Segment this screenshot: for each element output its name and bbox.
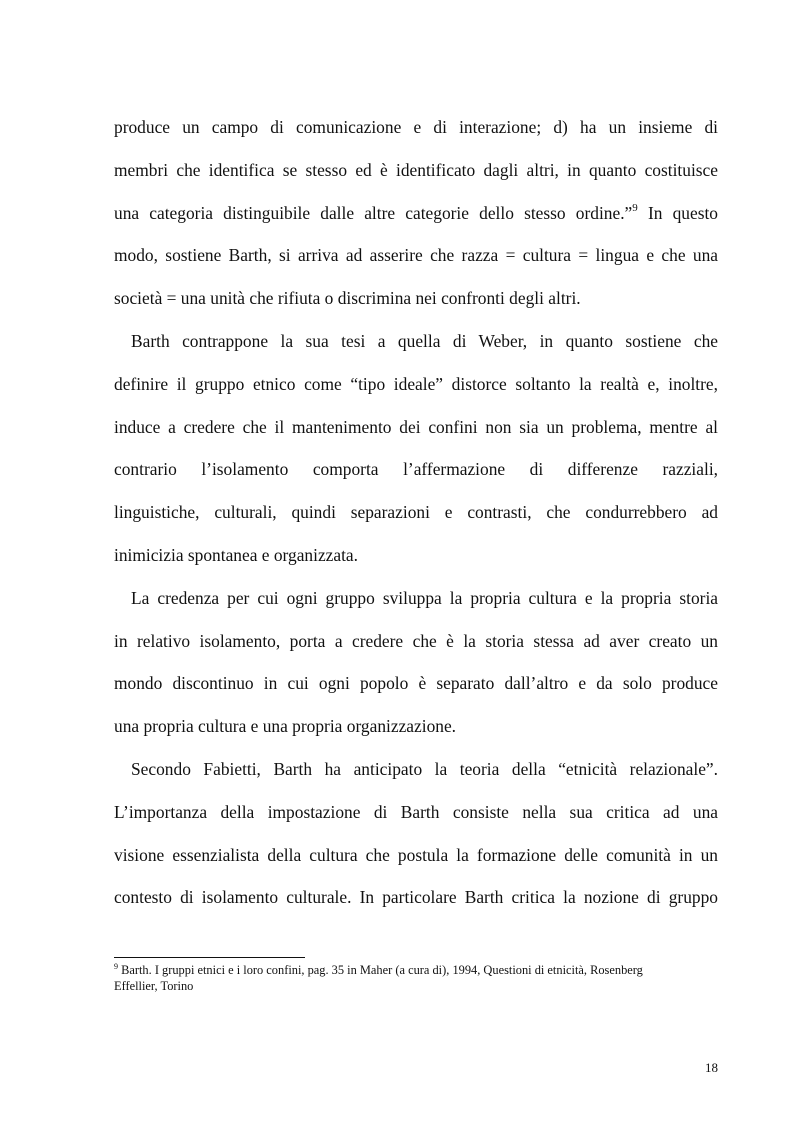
footnote-reference[interactable]: 9 xyxy=(632,201,638,214)
footnote-text: Barth. I gruppi etnici e i loro confini, pag. 35 in Maher (a cura di), 1994, Questioni di etnicità, Rosenberg xyxy=(118,963,643,977)
text-line: membri che identifica se stesso ed è identificato dagli altri, in quanto costituisce xyxy=(114,159,718,180)
paragraph-4 xyxy=(114,748,718,919)
footnote-separator xyxy=(114,957,305,958)
text-line: L’importanza della impostazione di Barth consiste nella sua critica ad una xyxy=(114,801,718,822)
paragraph-1 xyxy=(114,106,718,320)
text-line: contrario l’isolamento comporta l’affermazione di differenze razziali, xyxy=(114,459,718,480)
footnote-line xyxy=(114,962,718,978)
page-number: 18 xyxy=(705,1060,718,1075)
text-line: La credenza per cui ogni gruppo sviluppa la propria cultura e la propria storia xyxy=(131,587,718,608)
text-line: in relativo isolamento, porta a credere che è la storia stessa ad aver creato un xyxy=(114,630,718,651)
footnote-line: Effellier, Torino xyxy=(114,979,194,993)
text-line: produce un campo di comunicazione e di interazione; d) ha un insieme di xyxy=(114,117,718,137)
text-line: mondo discontinuo in cui ogni popolo è separato dall’altro e da solo produce xyxy=(114,673,718,694)
text-line: linguistiche, culturali, quindi separazioni e contrasti, che condurrebbero ad xyxy=(114,502,718,523)
footnote xyxy=(114,962,718,994)
text-line xyxy=(114,192,718,235)
paragraph-2 xyxy=(114,320,718,577)
text-line: Barth contrappone la sua tesi a quella di Weber, in quanto sostiene che xyxy=(131,330,718,351)
body-text xyxy=(114,106,718,919)
footnote-number: 9 xyxy=(114,961,118,971)
text-line: inimicizia spontanea e organizzata. xyxy=(114,544,359,565)
text-segment: una categoria distinguibile dalle altre categorie dello stesso ordine.” xyxy=(114,202,633,223)
text-line: contesto di isolamento culturale. In particolare Barth critica la nozione di gruppo xyxy=(114,887,718,908)
text-line: visione essenzialista della cultura che postula la formazione delle comunità in un xyxy=(114,844,718,865)
paragraph-3 xyxy=(114,577,718,748)
text-segment: In questo xyxy=(637,202,718,223)
text-line: modo, sostiene Barth, si arriva ad asserire che razza = cultura = lingua e che una xyxy=(114,245,718,266)
text-line: Secondo Fabietti, Barth ha anticipato la teoria della “etnicità relazionale”. xyxy=(131,758,718,779)
text-line: società = una unità che rifiuta o discrimina nei confronti degli altri. xyxy=(114,288,581,309)
text-line: induce a credere che il mantenimento dei confini non sia un problema, mentre al xyxy=(114,416,718,437)
text-line: una propria cultura e una propria organizzazione. xyxy=(114,716,457,737)
text-line: definire il gruppo etnico come “tipo ideale” distorce soltanto la realtà e, inoltre, xyxy=(114,373,718,394)
